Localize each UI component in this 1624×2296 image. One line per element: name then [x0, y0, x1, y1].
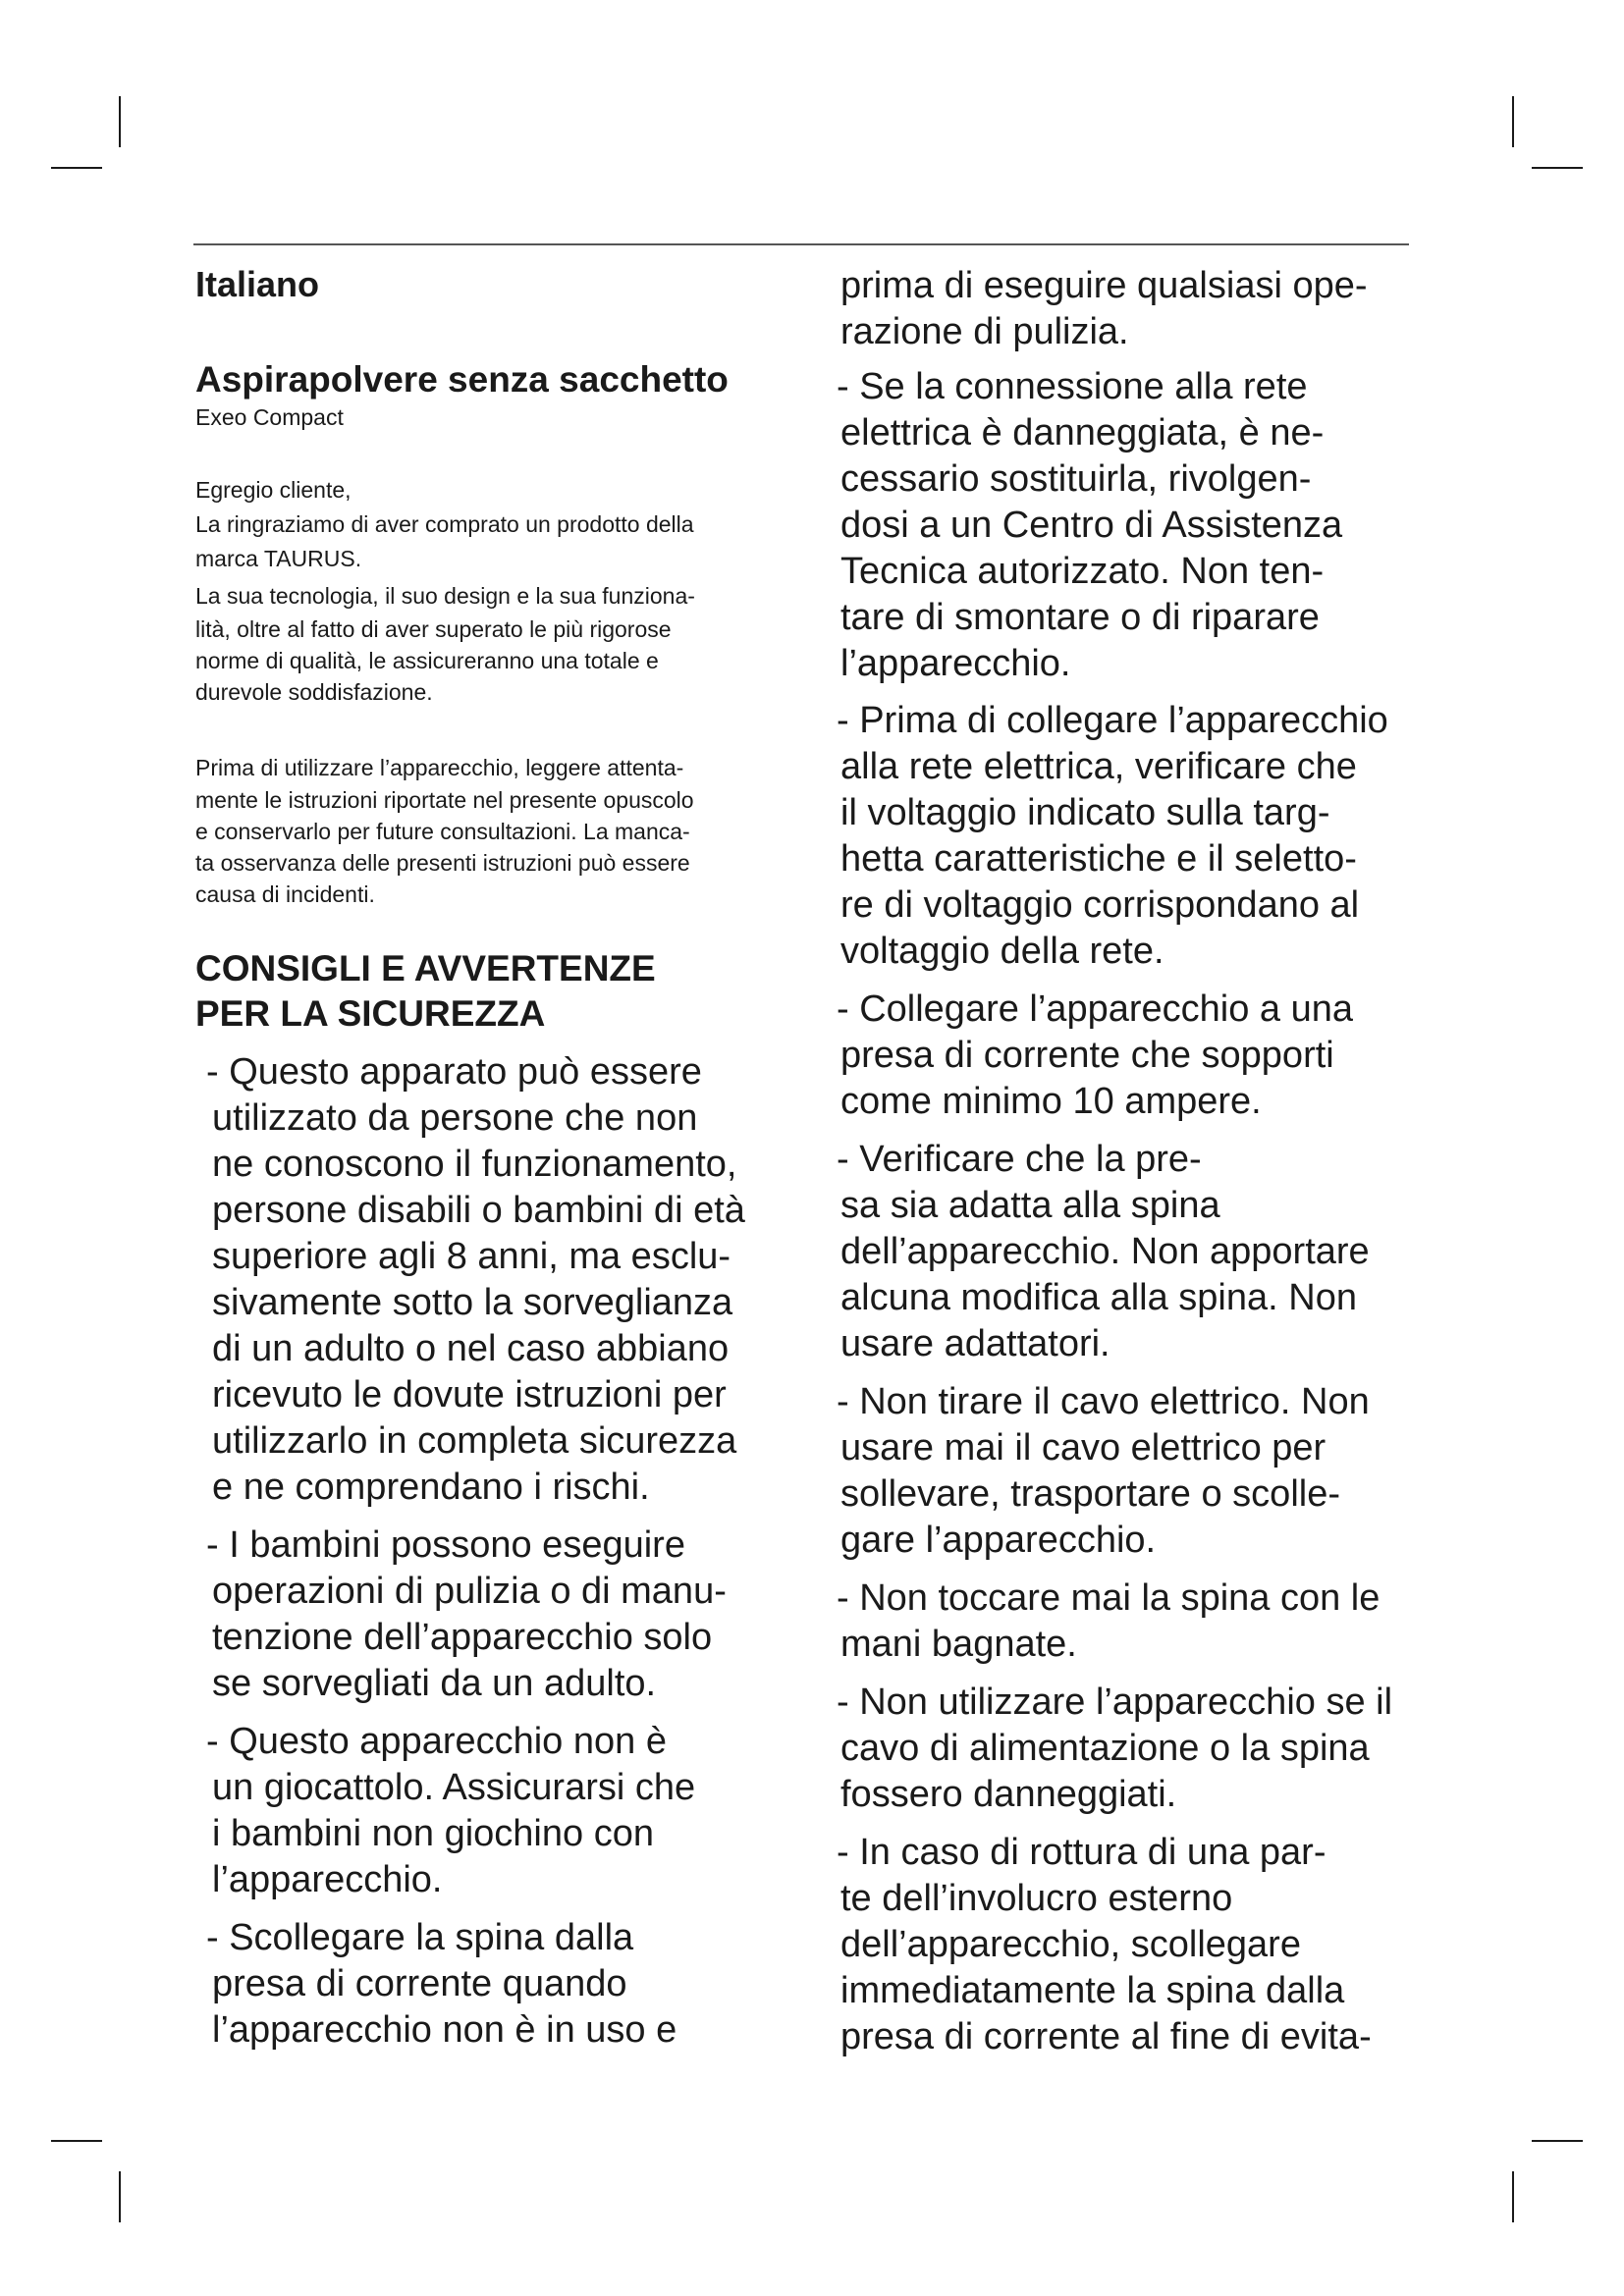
crop-mark-top-right-vertical: [1512, 96, 1514, 147]
intro-line: La sua tecnologia, il suo design e la sua funziona-: [195, 583, 695, 609]
body-line: cavo di alimentazione o la spina: [840, 1728, 1370, 1769]
section-title-line1: CONSIGLI E AVVERTENZE: [195, 948, 656, 988]
greeting: Egregio cliente,: [195, 477, 352, 503]
body-line: - In caso di rottura di una par-: [837, 1832, 1326, 1873]
intro-line: La ringraziamo di aver comprato un prodotto della: [195, 511, 694, 537]
body-line: persone disabili o bambini di età: [212, 1190, 745, 1231]
body-line: - Non toccare mai la spina con le: [837, 1577, 1380, 1619]
body-line: tare di smontare o di riparare: [840, 597, 1320, 638]
body-line: - Questo apparecchio non è: [206, 1721, 667, 1762]
body-line: te dell’involucro esterno: [840, 1878, 1233, 1919]
crop-mark-top-right-horizontal: [1532, 167, 1583, 169]
body-line: presa di corrente che sopporti: [840, 1035, 1334, 1076]
body-line: ne conoscono il funzionamento,: [212, 1144, 737, 1185]
intro-line: durevole soddisfazione.: [195, 679, 433, 705]
crop-mark-bottom-right-vertical: [1512, 2171, 1514, 2222]
crop-mark-bottom-right-horizontal: [1532, 2140, 1583, 2142]
intro-line: lità, oltre al fatto di aver superato le più rigorose: [195, 616, 672, 642]
body-line: utilizzato da persone che non: [212, 1097, 698, 1139]
body-line: utilizzarlo in completa sicurezza: [212, 1420, 737, 1462]
body-line: sollevare, trasportare o scolle-: [840, 1473, 1340, 1515]
body-line: l’apparecchio.: [840, 643, 1071, 684]
body-line: elettrica è danneggiata, è ne-: [840, 412, 1325, 454]
body-line: - Collegare l’apparecchio a una: [837, 988, 1353, 1030]
body-line: se sorvegliati da un adulto.: [212, 1663, 657, 1704]
body-line: il voltaggio indicato sulla targ-: [840, 792, 1330, 833]
body-line: - Prima di collegare l’apparecchio: [837, 700, 1388, 741]
body-line: sa sia adatta alla spina: [840, 1185, 1220, 1226]
section-title-line2: PER LA SICUREZZA: [195, 993, 546, 1034]
body-line: presa di corrente quando: [212, 1963, 627, 2004]
body-line: Tecnica autorizzato. Non ten-: [840, 551, 1325, 592]
top-rule: [193, 243, 1409, 245]
body-line: prima di eseguire qualsiasi ope-: [840, 265, 1368, 306]
body-line: razione di pulizia.: [840, 311, 1129, 352]
body-line: - Non utilizzare l’apparecchio se il: [837, 1682, 1393, 1723]
product-title: Aspirapolvere senza sacchetto: [195, 359, 729, 400]
body-line: re di voltaggio corrispondano al: [840, 884, 1360, 926]
body-line: hetta caratteristiche e il seletto-: [840, 838, 1357, 880]
body-line: come minimo 10 ampere.: [840, 1081, 1262, 1122]
body-line: usare adattatori.: [840, 1323, 1110, 1364]
crop-mark-top-left-horizontal: [51, 167, 102, 169]
body-line: - Verificare che la pre-: [837, 1139, 1202, 1180]
body-line: operazioni di pulizia o di manu-: [212, 1571, 727, 1612]
body-line: tenzione dell’apparecchio solo: [212, 1617, 713, 1658]
body-line: - Non tirare il cavo elettrico. Non: [837, 1381, 1370, 1422]
body-line: dell’apparecchio, scollegare: [840, 1924, 1301, 1965]
body-line: gare l’apparecchio.: [840, 1520, 1157, 1561]
body-line: voltaggio della rete.: [840, 931, 1164, 972]
crop-mark-bottom-left-vertical: [119, 2171, 121, 2222]
notice-line: mente le istruzioni riportate nel presente opuscolo: [195, 787, 694, 813]
body-line: - Se la connessione alla rete: [837, 366, 1308, 407]
model-name: Exeo Compact: [195, 404, 344, 430]
body-line: alla rete elettrica, verificare che: [840, 746, 1357, 787]
body-line: presa di corrente al fine di evita-: [840, 2016, 1372, 2057]
notice-line: causa di incidenti.: [195, 881, 375, 907]
notice-line: ta osservanza delle presenti istruzioni può essere: [195, 850, 690, 876]
body-line: ricevuto le dovute istruzioni per: [212, 1374, 727, 1415]
body-line: mani bagnate.: [840, 1624, 1077, 1665]
body-line: alcuna modifica alla spina. Non: [840, 1277, 1357, 1318]
crop-mark-top-left-vertical: [119, 96, 121, 147]
body-line: fossero danneggiati.: [840, 1774, 1177, 1815]
body-line: - Questo apparato può essere: [206, 1051, 702, 1093]
body-line: dell’apparecchio. Non apportare: [840, 1231, 1370, 1272]
intro-line: marca TAURUS.: [195, 546, 362, 571]
body-line: cessario sostituirla, rivolgen-: [840, 458, 1312, 500]
body-line: un giocattolo. Assicurarsi che: [212, 1767, 696, 1808]
body-line: - I bambini possono eseguire: [206, 1524, 685, 1566]
body-line: e ne comprendano i rischi.: [212, 1467, 650, 1508]
language-heading: Italiano: [195, 264, 320, 304]
body-line: superiore agli 8 anni, ma esclu-: [212, 1236, 731, 1277]
crop-mark-bottom-left-horizontal: [51, 2140, 102, 2142]
body-line: i bambini non giochino con: [212, 1813, 654, 1854]
notice-line: e conservarlo per future consultazioni. La manca-: [195, 819, 690, 844]
notice-line: Prima di utilizzare l’apparecchio, leggere attenta-: [195, 755, 684, 780]
body-line: di un adulto o nel caso abbiano: [212, 1328, 730, 1369]
body-line: l’apparecchio non è in uso e: [212, 2009, 677, 2051]
body-line: usare mai il cavo elettrico per: [840, 1427, 1326, 1468]
body-line: sivamente sotto la sorveglianza: [212, 1282, 733, 1323]
body-line: - Scollegare la spina dalla: [206, 1917, 634, 1958]
body-line: l’apparecchio.: [212, 1859, 443, 1900]
intro-line: norme di qualità, le assicureranno una totale e: [195, 648, 659, 673]
body-line: dosi a un Centro di Assistenza: [840, 505, 1343, 546]
body-line: immediatamente la spina dalla: [840, 1970, 1345, 2011]
